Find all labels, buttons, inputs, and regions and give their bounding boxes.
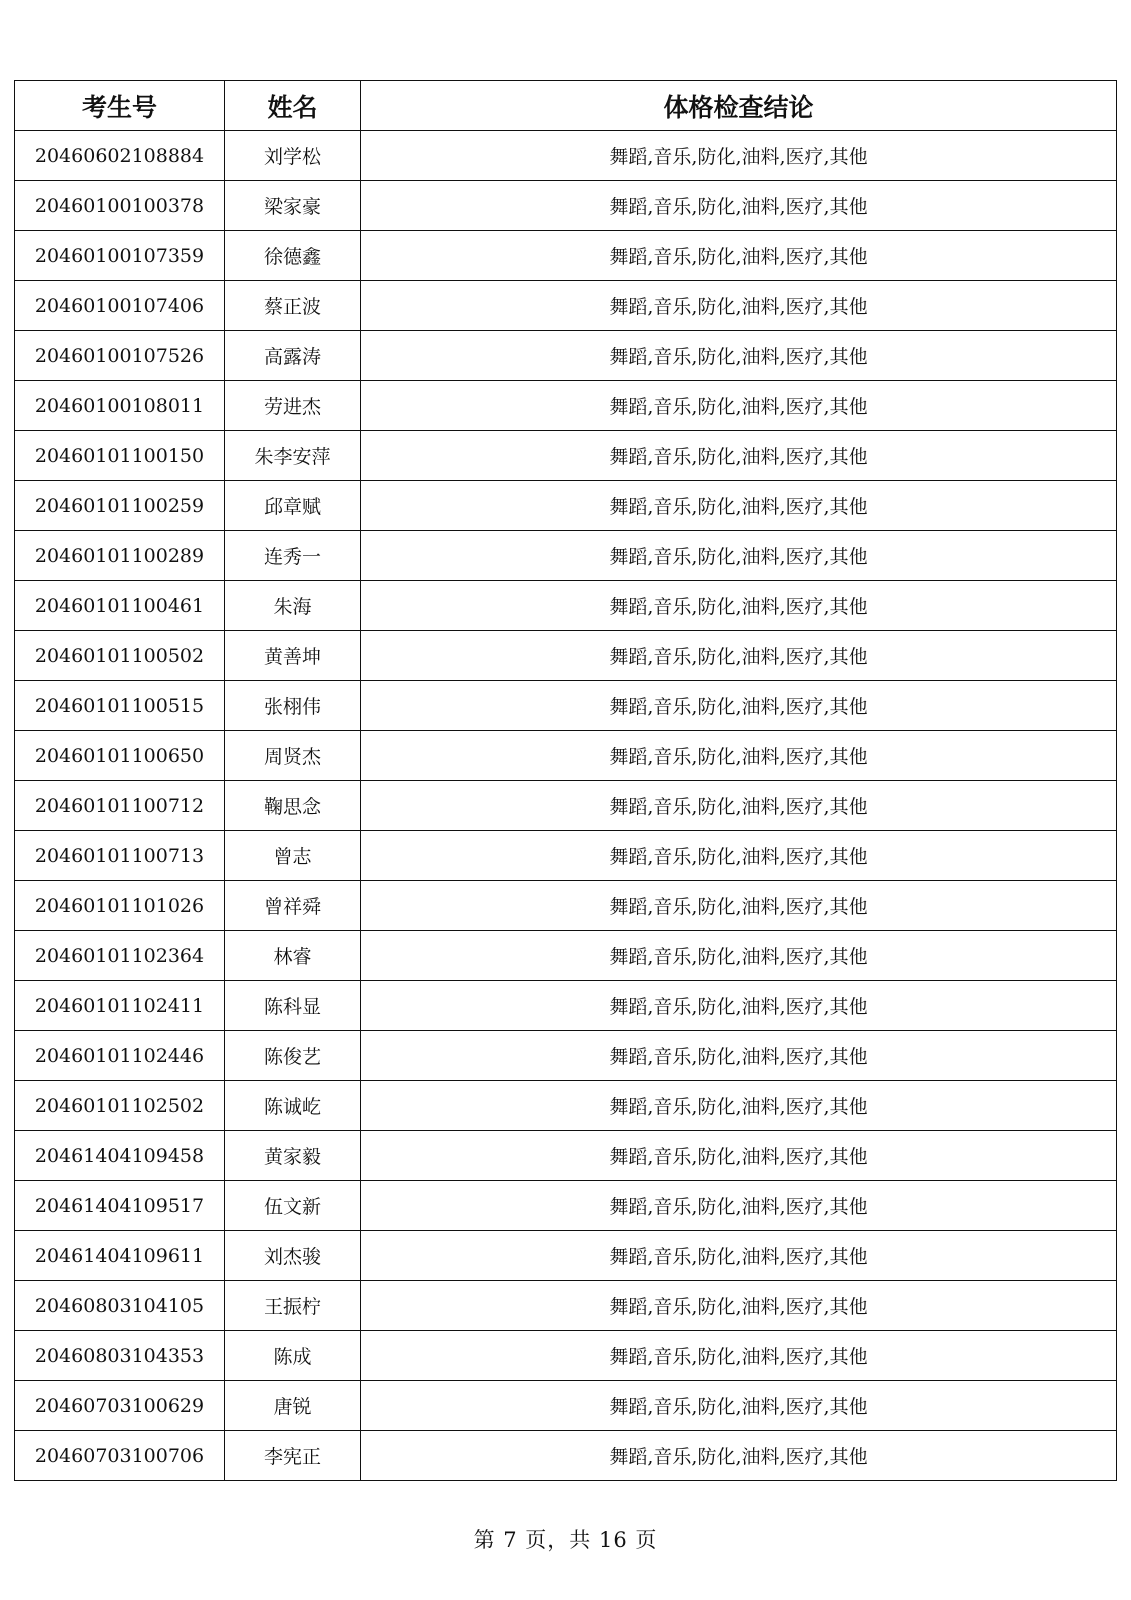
- exam-result-cell: 舞蹈,音乐,防化,油料,医疗,其他: [361, 281, 1117, 331]
- table-row: [15, 231, 1117, 281]
- exam-result-cell: 舞蹈,音乐,防化,油料,医疗,其他: [361, 531, 1117, 581]
- table-row: [15, 731, 1117, 781]
- table-header-row: [15, 81, 1117, 131]
- candidate-id-cell: 20461404109611: [15, 1231, 225, 1281]
- exam-results-table: [14, 80, 1117, 1481]
- exam-result-cell: 舞蹈,音乐,防化,油料,医疗,其他: [361, 1181, 1117, 1231]
- candidate-id-cell: 20460101100515: [15, 681, 225, 731]
- exam-result-cell: 舞蹈,音乐,防化,油料,医疗,其他: [361, 1431, 1117, 1481]
- candidate-id-cell: 20460100100378: [15, 181, 225, 231]
- exam-result-cell: 舞蹈,音乐,防化,油料,医疗,其他: [361, 231, 1117, 281]
- name-cell: 朱李安萍: [225, 431, 361, 481]
- name-cell: 李宪正: [225, 1431, 361, 1481]
- table-row: [15, 831, 1117, 881]
- name-cell: 张栩伟: [225, 681, 361, 731]
- exam-result-cell: 舞蹈,音乐,防化,油料,医疗,其他: [361, 581, 1117, 631]
- name-cell: 唐锐: [225, 1381, 361, 1431]
- exam-result-cell: 舞蹈,音乐,防化,油料,医疗,其他: [361, 1081, 1117, 1131]
- table-row: [15, 631, 1117, 681]
- table-row: [15, 1331, 1117, 1381]
- table-row: [15, 1131, 1117, 1181]
- exam-result-cell: 舞蹈,音乐,防化,油料,医疗,其他: [361, 731, 1117, 781]
- name-cell: 梁家豪: [225, 181, 361, 231]
- candidate-id-cell: 20460101100713: [15, 831, 225, 881]
- candidate-id-cell: 20460101100259: [15, 481, 225, 531]
- name-cell: 徐德鑫: [225, 231, 361, 281]
- candidate-id-cell: 20460703100629: [15, 1381, 225, 1431]
- candidate-id-cell: 20460803104105: [15, 1281, 225, 1331]
- exam-result-cell: 舞蹈,音乐,防化,油料,医疗,其他: [361, 781, 1117, 831]
- candidate-id-cell: 20460100107406: [15, 281, 225, 331]
- candidate-id-cell: 20461404109458: [15, 1131, 225, 1181]
- column-header-name: 姓名: [225, 81, 361, 131]
- candidate-id-cell: 20460101100502: [15, 631, 225, 681]
- candidate-id-cell: 20460101100650: [15, 731, 225, 781]
- candidate-id-cell: 20460703100706: [15, 1431, 225, 1481]
- table-row: [15, 931, 1117, 981]
- exam-result-cell: 舞蹈,音乐,防化,油料,医疗,其他: [361, 1331, 1117, 1381]
- name-cell: 蔡正波: [225, 281, 361, 331]
- name-cell: 曾志: [225, 831, 361, 881]
- table-row: [15, 1281, 1117, 1331]
- table-row: [15, 781, 1117, 831]
- name-cell: 劳进杰: [225, 381, 361, 431]
- exam-result-cell: 舞蹈,音乐,防化,油料,医疗,其他: [361, 881, 1117, 931]
- candidate-id-cell: 20460100108011: [15, 381, 225, 431]
- table-row: [15, 881, 1117, 931]
- candidate-id-cell: 20460101100150: [15, 431, 225, 481]
- candidate-id-cell: 20460100107359: [15, 231, 225, 281]
- column-header-exam-result: 体格检查结论: [361, 81, 1117, 131]
- candidate-id-cell: 20460101100289: [15, 531, 225, 581]
- exam-result-cell: 舞蹈,音乐,防化,油料,医疗,其他: [361, 981, 1117, 1031]
- exam-result-cell: 舞蹈,音乐,防化,油料,医疗,其他: [361, 1231, 1117, 1281]
- name-cell: 朱海: [225, 581, 361, 631]
- candidate-id-cell: 20460101102364: [15, 931, 225, 981]
- name-cell: 陈成: [225, 1331, 361, 1381]
- exam-result-cell: 舞蹈,音乐,防化,油料,医疗,其他: [361, 631, 1117, 681]
- table-row: [15, 531, 1117, 581]
- name-cell: 陈科显: [225, 981, 361, 1031]
- candidate-id-cell: 20460101101026: [15, 881, 225, 931]
- name-cell: 刘学松: [225, 131, 361, 181]
- name-cell: 王振柠: [225, 1281, 361, 1331]
- name-cell: 陈诚屹: [225, 1081, 361, 1131]
- column-header-candidate-id: 考生号: [15, 81, 225, 131]
- table-row: [15, 1231, 1117, 1281]
- candidate-id-cell: 20460803104353: [15, 1331, 225, 1381]
- table-row: [15, 381, 1117, 431]
- name-cell: 连秀一: [225, 531, 361, 581]
- candidate-id-cell: 20460101102502: [15, 1081, 225, 1131]
- candidate-id-cell: 20460101102411: [15, 981, 225, 1031]
- exam-result-cell: 舞蹈,音乐,防化,油料,医疗,其他: [361, 131, 1117, 181]
- table-row: [15, 1031, 1117, 1081]
- table-row: [15, 1431, 1117, 1481]
- name-cell: 刘杰骏: [225, 1231, 361, 1281]
- exam-result-cell: 舞蹈,音乐,防化,油料,医疗,其他: [361, 681, 1117, 731]
- table-row: [15, 1381, 1117, 1431]
- exam-result-cell: 舞蹈,音乐,防化,油料,医疗,其他: [361, 431, 1117, 481]
- candidate-id-cell: 20460602108884: [15, 131, 225, 181]
- name-cell: 曾祥舜: [225, 881, 361, 931]
- exam-result-cell: 舞蹈,音乐,防化,油料,医疗,其他: [361, 1031, 1117, 1081]
- exam-result-cell: 舞蹈,音乐,防化,油料,医疗,其他: [361, 381, 1117, 431]
- table-row: [15, 331, 1117, 381]
- table-row: [15, 131, 1117, 181]
- table-row: [15, 1181, 1117, 1231]
- table-row: [15, 281, 1117, 331]
- roster-sheet: [14, 80, 1117, 1481]
- exam-result-cell: 舞蹈,音乐,防化,油料,医疗,其他: [361, 931, 1117, 981]
- table-row: [15, 981, 1117, 1031]
- exam-result-cell: 舞蹈,音乐,防化,油料,医疗,其他: [361, 181, 1117, 231]
- name-cell: 陈俊艺: [225, 1031, 361, 1081]
- table-row: [15, 431, 1117, 481]
- name-cell: 黄家毅: [225, 1131, 361, 1181]
- candidate-id-cell: 20460100107526: [15, 331, 225, 381]
- table-row: [15, 581, 1117, 631]
- exam-result-cell: 舞蹈,音乐,防化,油料,医疗,其他: [361, 481, 1117, 531]
- name-cell: 伍文新: [225, 1181, 361, 1231]
- name-cell: 高露涛: [225, 331, 361, 381]
- candidate-id-cell: 20460101100461: [15, 581, 225, 631]
- table-body: [15, 131, 1117, 1481]
- exam-result-cell: 舞蹈,音乐,防化,油料,医疗,其他: [361, 1281, 1117, 1331]
- table-row: [15, 1081, 1117, 1131]
- table-row: [15, 681, 1117, 731]
- table-row: [15, 481, 1117, 531]
- candidate-id-cell: 20460101100712: [15, 781, 225, 831]
- candidate-id-cell: 20461404109517: [15, 1181, 225, 1231]
- exam-result-cell: 舞蹈,音乐,防化,油料,医疗,其他: [361, 831, 1117, 881]
- exam-result-cell: 舞蹈,音乐,防化,油料,医疗,其他: [361, 1381, 1117, 1431]
- exam-result-cell: 舞蹈,音乐,防化,油料,医疗,其他: [361, 1131, 1117, 1181]
- name-cell: 黄善坤: [225, 631, 361, 681]
- table-row: [15, 181, 1117, 231]
- name-cell: 林睿: [225, 931, 361, 981]
- exam-result-cell: 舞蹈,音乐,防化,油料,医疗,其他: [361, 331, 1117, 381]
- candidate-id-cell: 20460101102446: [15, 1031, 225, 1081]
- name-cell: 邱章赋: [225, 481, 361, 531]
- name-cell: 周贤杰: [225, 731, 361, 781]
- page-number-footer: 第 7 页，共 16 页: [473, 1528, 658, 1552]
- name-cell: 鞠思念: [225, 781, 361, 831]
